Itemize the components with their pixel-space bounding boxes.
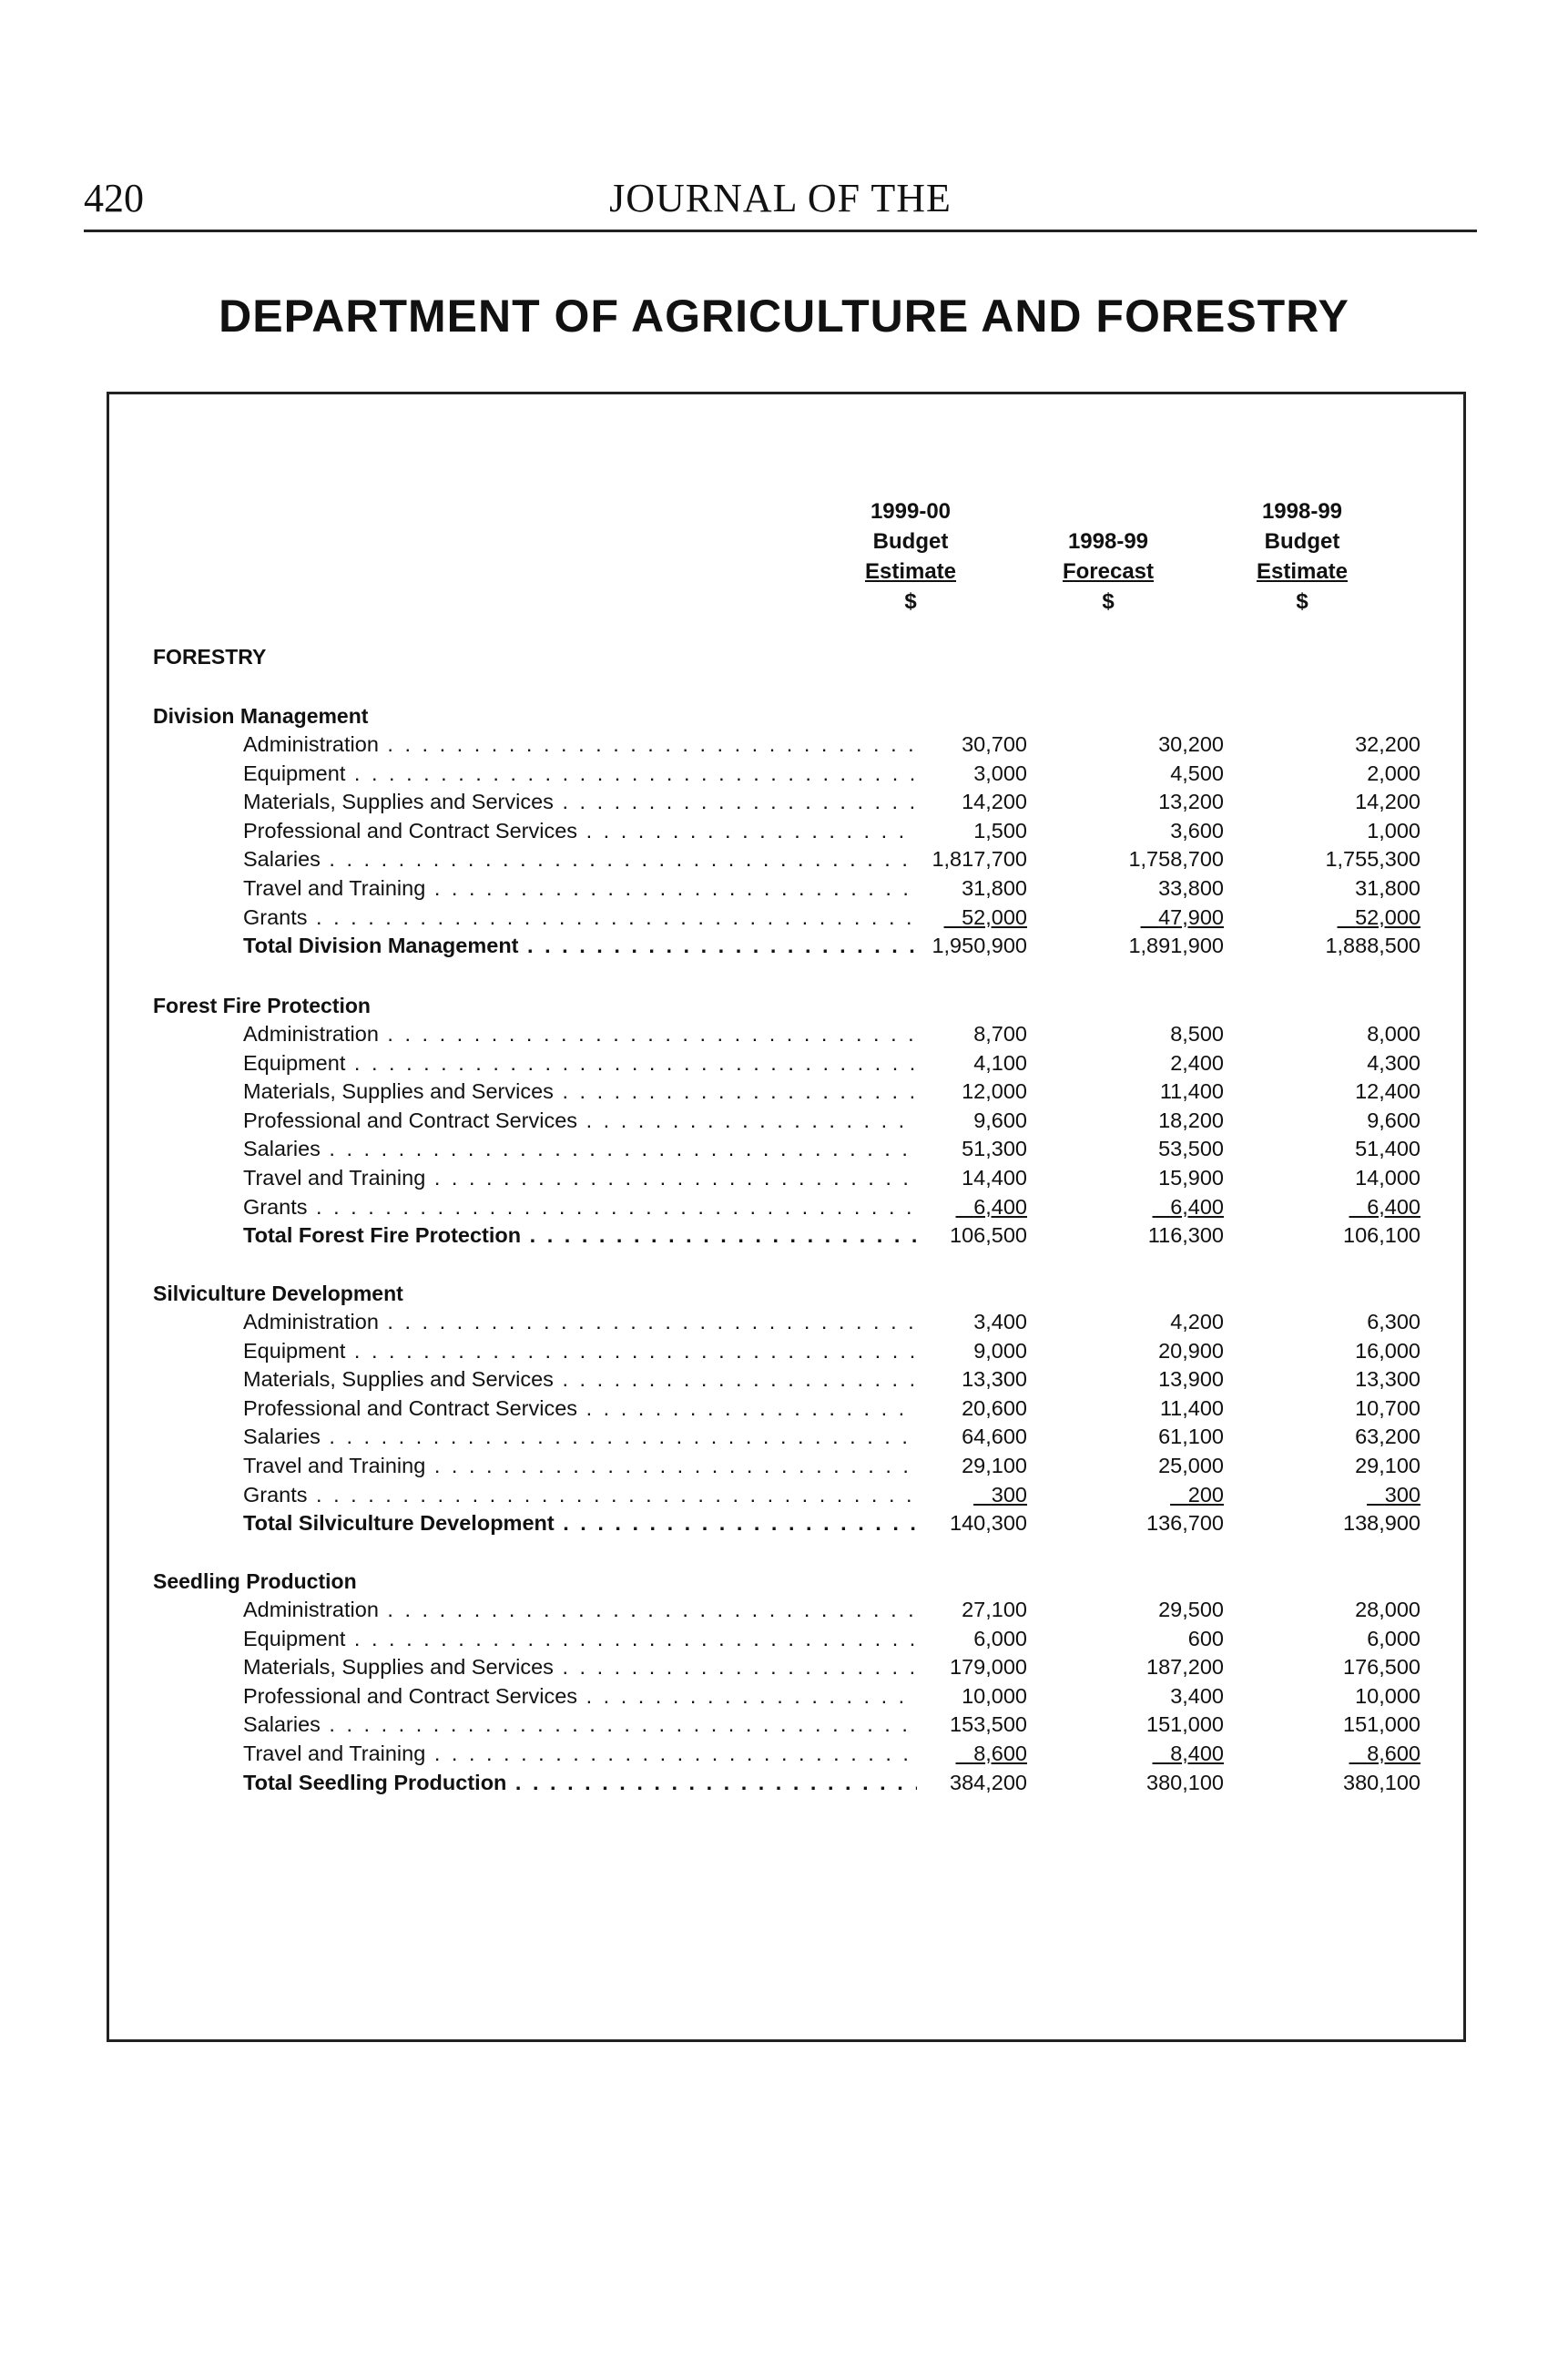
cell-value (1238, 1740, 1420, 1769)
table-row (153, 1135, 1428, 1164)
cell-value-text: 33,800 (1158, 875, 1224, 900)
cell-value (1042, 1107, 1224, 1136)
cell-value-text: 51,400 (1355, 1137, 1420, 1161)
row-label: Salaries . . . (243, 845, 917, 874)
row-label: Professional and Contract Services . . . (243, 1107, 917, 1136)
cell-value-text: 51,300 (962, 1137, 1027, 1161)
cell-value-text: 2,000 (1367, 761, 1420, 785)
cell-value (845, 1107, 1027, 1136)
cell-value-text: 20,600 (962, 1395, 1027, 1420)
cell-value-text: 116,300 (1147, 1223, 1224, 1248)
table-row (153, 1596, 1428, 1625)
column-currency: $ (1296, 589, 1308, 614)
cell-value (1238, 760, 1420, 789)
row-label: Salaries . . . (243, 1423, 917, 1452)
cell-value-text: 6,400 (1170, 1194, 1224, 1219)
cell-value-text: 1,891,900 (1128, 934, 1224, 958)
cell-value-text: 52,000 (962, 904, 1027, 929)
cell-value-text: 3,600 (1170, 818, 1224, 843)
cell-value (845, 1020, 1027, 1049)
cell-value (845, 904, 1027, 933)
cell-value (1042, 760, 1224, 789)
cell-value (845, 1049, 1027, 1078)
cell-value (1238, 1164, 1420, 1193)
page-title: DEPARTMENT OF AGRICULTURE AND FORESTRY (219, 291, 1349, 342)
cell-value (845, 1135, 1027, 1164)
cell-value (1042, 1625, 1224, 1654)
cell-value (1042, 1308, 1224, 1337)
cell-value-text: 8,000 (1367, 1022, 1420, 1046)
cell-value-text: 4,300 (1367, 1050, 1420, 1075)
section-label: FORESTRY (153, 645, 267, 669)
cell-value-text: 12,000 (962, 1079, 1027, 1104)
row-group (153, 991, 1428, 1251)
cell-value (1238, 1365, 1420, 1394)
row-label: Travel and Training . . . (243, 1740, 917, 1769)
cell-value-text: 6,000 (1367, 1626, 1420, 1650)
cell-value (1238, 1107, 1420, 1136)
cell-value-text: 300 (1384, 1482, 1420, 1507)
cell-value-text: 6,000 (973, 1626, 1027, 1650)
column-currency: $ (1102, 589, 1115, 614)
row-label: Total Seedling Production . . . (243, 1769, 917, 1798)
total-row (153, 1769, 1428, 1798)
table-row (153, 1337, 1428, 1366)
cell-value (1238, 1394, 1420, 1424)
group-title: Forest Fire Protection (153, 994, 371, 1017)
cell-value (1238, 1221, 1420, 1251)
cell-value-text: 380,100 (1146, 1770, 1224, 1794)
row-label: Administration . . . (243, 730, 917, 760)
cell-value-text: 18,200 (1158, 1108, 1224, 1132)
row-label: Equipment . . . (243, 1049, 917, 1078)
table-row (153, 1078, 1428, 1107)
cell-value-text: 4,200 (1170, 1310, 1224, 1333)
cell-value-text: 8,700 (973, 1022, 1027, 1046)
cell-value (1042, 1078, 1224, 1107)
group-title: Silviculture Development (153, 1282, 403, 1305)
row-label: Equipment . . . (243, 1337, 917, 1366)
cell-value (845, 932, 1027, 961)
cell-value (845, 874, 1027, 904)
cell-value-text: 47,900 (1158, 904, 1224, 929)
table-row (153, 904, 1428, 933)
cell-value-text: 6,400 (1367, 1194, 1420, 1219)
column-header-line: 1998-99 (1261, 499, 1343, 524)
cell-value-text: 13,300 (1355, 1367, 1420, 1392)
row-label: Professional and Contract Services . . . (243, 1682, 917, 1711)
column-header-line: Budget (872, 529, 949, 554)
group-title: Division Management (153, 704, 369, 728)
cell-value (1042, 1481, 1224, 1510)
cell-value (845, 1452, 1027, 1481)
row-label: Materials, Supplies and Services . . . (243, 1078, 917, 1107)
cell-value (1238, 904, 1420, 933)
cell-value (845, 1193, 1027, 1222)
cell-value (1238, 1769, 1420, 1798)
cell-value (1238, 1337, 1420, 1366)
cell-value-text: 151,000 (1343, 1712, 1420, 1737)
row-label: Travel and Training . . . (243, 1164, 917, 1193)
cell-value-text: 136,700 (1146, 1511, 1224, 1536)
cell-value-text: 384,200 (950, 1770, 1027, 1794)
cell-value (845, 1423, 1027, 1452)
column-header-line: Budget (1264, 529, 1340, 554)
cell-value-text: 14,200 (1355, 790, 1420, 814)
cell-value (1042, 1221, 1224, 1251)
cell-value-text: 10,000 (1355, 1683, 1420, 1708)
cell-value (1042, 730, 1224, 760)
cell-value-text: 30,200 (1158, 732, 1224, 756)
row-label: Salaries . . . (243, 1711, 917, 1740)
table-row (153, 1740, 1428, 1769)
row-label: Administration . . . (243, 1596, 917, 1625)
table-row (153, 1682, 1428, 1711)
cell-value-text: 1,000 (1367, 818, 1420, 843)
column-header-budget-1999-00 (820, 496, 1002, 617)
cell-value-text: 12,400 (1355, 1079, 1420, 1104)
cell-value-text: 6,300 (1367, 1310, 1420, 1333)
cell-value-text: 1,755,300 (1325, 847, 1420, 872)
running-head: JOURNAL OF THE (609, 176, 952, 220)
cell-value (1238, 1653, 1420, 1682)
cell-value-text: 52,000 (1355, 904, 1420, 929)
row-label: Grants . . . (243, 904, 917, 933)
cell-value-text: 9,600 (1367, 1108, 1420, 1132)
cell-value-text: 1,950,900 (932, 934, 1027, 958)
row-label: Professional and Contract Services . . . (243, 1394, 917, 1424)
column-header-line (1017, 496, 1199, 526)
cell-value (845, 1221, 1027, 1251)
column-header-forecast-1998-99 (1017, 496, 1199, 617)
cell-value-text: 200 (1187, 1482, 1224, 1507)
table-row (153, 1452, 1428, 1481)
cell-value (1238, 1711, 1420, 1740)
cell-value (845, 1394, 1027, 1424)
cell-value (1238, 1020, 1420, 1049)
cell-value-text: 1,758,700 (1128, 847, 1224, 872)
cell-value-text: 13,300 (962, 1367, 1027, 1392)
cell-value-text: 4,100 (973, 1050, 1027, 1075)
cell-value-text: 9,000 (973, 1338, 1027, 1363)
table-row (153, 788, 1428, 817)
cell-value (1238, 1481, 1420, 1510)
cell-value (845, 1653, 1027, 1682)
total-row (153, 1221, 1428, 1251)
cell-value (845, 1740, 1027, 1769)
cell-value (1042, 1337, 1224, 1366)
row-group (153, 1279, 1428, 1538)
table-row (153, 874, 1428, 904)
cell-value (1238, 1452, 1420, 1481)
cell-value-text: 151,000 (1146, 1712, 1224, 1737)
cell-value (845, 1596, 1027, 1625)
row-label: Travel and Training . . . (243, 874, 917, 904)
cell-value (845, 730, 1027, 760)
table-row (153, 1625, 1428, 1654)
cell-value (845, 1164, 1027, 1193)
cell-value-text: 106,500 (950, 1223, 1027, 1248)
cell-value-text: 61,100 (1158, 1425, 1224, 1449)
cell-value-text: 179,000 (950, 1655, 1027, 1680)
cell-value-text: 8,600 (1367, 1741, 1420, 1765)
cell-value (1042, 1049, 1224, 1078)
row-label: Professional and Contract Services . . . (243, 817, 917, 846)
cell-value (845, 1682, 1027, 1711)
cell-value (1042, 1509, 1224, 1538)
cell-value-text: 300 (991, 1482, 1027, 1507)
cell-value-text: 31,800 (1355, 875, 1420, 900)
page-number: 420 (84, 176, 144, 220)
total-row (153, 1509, 1428, 1538)
table-row (153, 1653, 1428, 1682)
cell-value-text: 1,888,500 (1325, 934, 1420, 958)
cell-value-text: 64,600 (962, 1425, 1027, 1449)
cell-value-text: 4,500 (1170, 761, 1224, 785)
cell-value (1042, 1711, 1224, 1740)
cell-value-text: 27,100 (962, 1598, 1027, 1621)
cell-value-text: 14,200 (962, 790, 1027, 814)
cell-value-text: 187,200 (1146, 1655, 1224, 1680)
cell-value-text: 153,500 (950, 1712, 1027, 1737)
cell-value-text: 1,500 (973, 818, 1027, 843)
cell-value-text: 600 (1187, 1626, 1224, 1650)
cell-value-text: 11,400 (1159, 1079, 1224, 1104)
cell-value (1238, 874, 1420, 904)
cell-value-text: 3,000 (973, 761, 1027, 785)
cell-value (1238, 1596, 1420, 1625)
cell-value-text: 29,500 (1158, 1598, 1224, 1621)
cell-value (1238, 817, 1420, 846)
cell-value-text: 138,900 (1343, 1511, 1420, 1536)
column-currency: $ (904, 589, 917, 614)
cell-value (1042, 1682, 1224, 1711)
table-row (153, 760, 1428, 789)
row-label: Equipment . . . (243, 1625, 917, 1654)
column-header-line: Estimate (1256, 559, 1349, 584)
cell-value-text: 13,200 (1158, 790, 1224, 814)
cell-value (1042, 1769, 1224, 1798)
cell-value-text: 29,100 (962, 1453, 1027, 1477)
cell-value-text: 63,200 (1355, 1425, 1420, 1449)
cell-value (845, 1078, 1027, 1107)
cell-value-text: 9,600 (973, 1108, 1027, 1132)
cell-value-text: 14,000 (1355, 1165, 1420, 1190)
cell-value-text: 11,400 (1159, 1395, 1224, 1420)
row-label: Salaries . . . (243, 1135, 917, 1164)
cell-value (1238, 932, 1420, 961)
cell-value-text: 32,200 (1355, 732, 1420, 756)
cell-value (1042, 1193, 1224, 1222)
cell-value (1238, 1078, 1420, 1107)
total-row (153, 932, 1428, 961)
table-row (153, 845, 1428, 874)
cell-value-text: 140,300 (950, 1511, 1027, 1536)
row-label: Materials, Supplies and Services . . . (243, 1365, 917, 1394)
table-row (153, 1423, 1428, 1452)
cell-value-text: 15,900 (1158, 1165, 1224, 1190)
cell-value-text: 3,400 (1170, 1683, 1224, 1708)
cell-value (1042, 1740, 1224, 1769)
row-label: Total Silviculture Development . . . (243, 1509, 917, 1538)
cell-value (1042, 1365, 1224, 1394)
cell-value (1042, 1452, 1224, 1481)
cell-value (845, 760, 1027, 789)
cell-value (1238, 788, 1420, 817)
row-label: Travel and Training . . . (243, 1452, 917, 1481)
cell-value-text: 28,000 (1355, 1598, 1420, 1621)
table-row (153, 1394, 1428, 1424)
cell-value (1042, 1020, 1224, 1049)
cell-value (1238, 845, 1420, 874)
column-header-line: Estimate (864, 559, 957, 584)
cell-value (1042, 1164, 1224, 1193)
table-row (153, 1107, 1428, 1136)
cell-value (845, 1625, 1027, 1654)
table-row (153, 1049, 1428, 1078)
cell-value-text: 29,100 (1355, 1453, 1420, 1477)
cell-value (1042, 932, 1224, 961)
table-row (153, 817, 1428, 846)
cell-value (1238, 1423, 1420, 1452)
row-label: Materials, Supplies and Services . . . (243, 788, 917, 817)
group-title: Seedling Production (153, 1569, 357, 1593)
row-label: Equipment . . . (243, 760, 917, 789)
row-label: Materials, Supplies and Services . . . (243, 1653, 917, 1682)
table-row (153, 1308, 1428, 1337)
page-header (84, 175, 1477, 232)
cell-value (1042, 904, 1224, 933)
cell-value (1238, 1135, 1420, 1164)
cell-value (1238, 1193, 1420, 1222)
cell-value (1042, 845, 1224, 874)
cell-value-text: 10,000 (962, 1683, 1027, 1708)
table-row (153, 1481, 1428, 1510)
cell-value-text: 30,700 (962, 732, 1027, 756)
cell-value (1042, 1135, 1224, 1164)
cell-value (1042, 817, 1224, 846)
cell-value (1042, 1596, 1224, 1625)
cell-value-text: 31,800 (962, 875, 1027, 900)
cell-value (845, 845, 1027, 874)
cell-value-text: 106,100 (1343, 1223, 1420, 1248)
row-label: Administration . . . (243, 1020, 917, 1049)
cell-value (1238, 1625, 1420, 1654)
cell-value (845, 1308, 1027, 1337)
row-label: Total Forest Fire Protection . . . (243, 1221, 917, 1251)
cell-value-text: 8,400 (1170, 1741, 1224, 1765)
cell-value (845, 1481, 1027, 1510)
cell-value (845, 1711, 1027, 1740)
cell-value (845, 1365, 1027, 1394)
cell-value (1042, 1423, 1224, 1452)
cell-value-text: 380,100 (1343, 1770, 1420, 1794)
cell-value-text: 8,600 (973, 1741, 1027, 1765)
cell-value-text: 16,000 (1355, 1338, 1420, 1363)
table-row (153, 1020, 1428, 1049)
cell-value (1238, 1682, 1420, 1711)
column-header-line: 1999-00 (870, 499, 952, 524)
column-header-line: 1998-99 (1067, 529, 1149, 554)
row-group (153, 701, 1428, 961)
cell-value (845, 1337, 1027, 1366)
cell-value-text: 53,500 (1158, 1137, 1224, 1161)
cell-value (845, 1509, 1027, 1538)
cell-value-text: 10,700 (1355, 1395, 1420, 1420)
cell-value-text: 25,000 (1158, 1453, 1224, 1477)
row-label: Total Division Management . . . (243, 932, 917, 961)
column-header-budget-1998-99 (1211, 496, 1393, 617)
cell-value (1042, 1653, 1224, 1682)
cell-value (1042, 874, 1224, 904)
cell-value-text: 8,500 (1170, 1022, 1224, 1046)
cell-value-text: 13,900 (1158, 1367, 1224, 1392)
table-row (153, 730, 1428, 760)
cell-value-text: 176,500 (1343, 1655, 1420, 1680)
cell-value (1042, 788, 1224, 817)
row-label: Administration . . . (243, 1308, 917, 1337)
row-label: Grants . . . (243, 1481, 917, 1510)
cell-value (1238, 730, 1420, 760)
cell-value-text: 3,400 (973, 1310, 1027, 1333)
cell-value-text: 6,400 (973, 1194, 1027, 1219)
cell-value (1238, 1509, 1420, 1538)
cell-value-text: 14,400 (962, 1165, 1027, 1190)
cell-value-text: 20,900 (1158, 1338, 1224, 1363)
table-row (153, 1164, 1428, 1193)
cell-value (845, 817, 1027, 846)
row-label: Grants . . . (243, 1193, 917, 1222)
cell-value (845, 788, 1027, 817)
cell-value-text: 1,817,700 (932, 847, 1027, 872)
cell-value (1238, 1049, 1420, 1078)
cell-value (1238, 1308, 1420, 1337)
cell-value (845, 1769, 1027, 1798)
table-row (153, 1711, 1428, 1740)
cell-value-text: 2,400 (1170, 1050, 1224, 1075)
row-group (153, 1567, 1428, 1797)
table-row (153, 1193, 1428, 1222)
cell-value (1042, 1394, 1224, 1424)
column-header-line: Forecast (1062, 559, 1155, 584)
table-row (153, 1365, 1428, 1394)
